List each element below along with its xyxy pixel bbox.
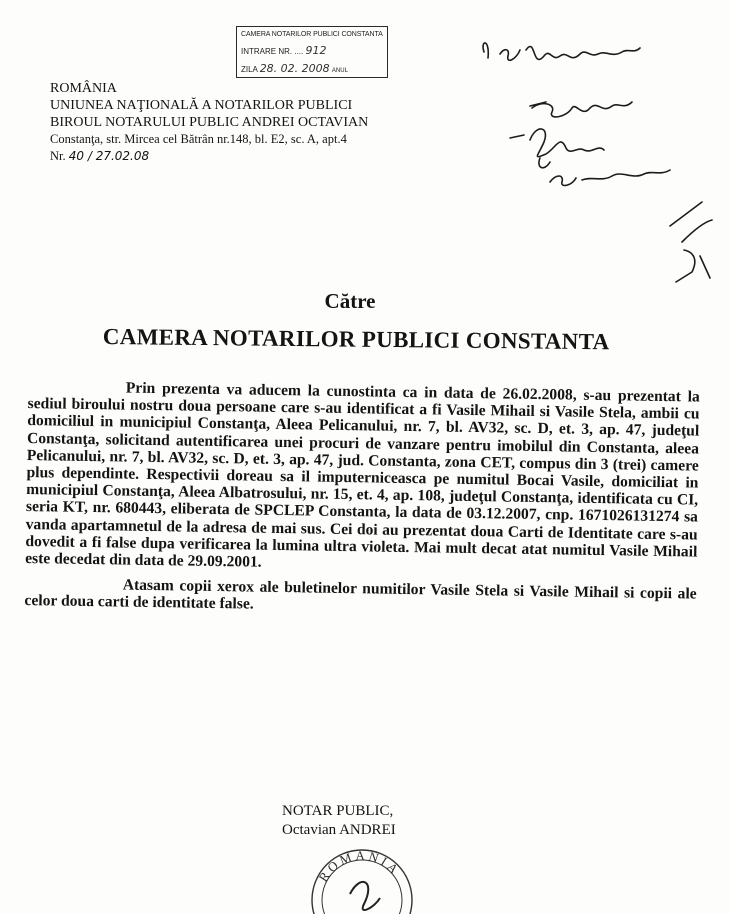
registration-stamp [236,26,388,78]
signature-title: NOTAR PUBLIC, [282,803,394,819]
letterhead-office: BIROUL NOTARULUI PUBLIC ANDREI OCTAVIAN [50,115,369,130]
recipient-name: CAMERA NOTARILOR PUBLICI CONSTANTA [102,324,610,355]
letterhead-union: UNIUNEA NAŢIONALĂ A NOTARILOR PUBLICI [50,98,353,113]
letterhead-registration-number [50,148,368,165]
signature-name: Octavian ANDREI [282,822,396,838]
letterhead-nr-value: 40 / 27.02.08 [68,149,150,163]
stamp-date-value: 28. 02. 2008 [259,62,330,75]
stamp-nr-value: 912 [305,44,327,57]
letterhead [50,80,368,165]
seal-text: ROMANIA [315,847,404,885]
letter-body [24,378,700,628]
notary-seal [300,834,430,914]
stamp-date-label: ZILA [241,65,258,74]
stamp-date-row [241,63,348,74]
stamp-header: CAMERA NOTARILOR PUBLICI CONSTANTA [241,31,383,38]
handwritten-resolution [470,30,720,290]
stamp-year-label: ANUL [331,68,348,74]
letterhead-nr-label: Nr. [50,149,66,163]
letter-paragraph-2: Atasam copii xerox ale buletinelor numitilor Vasile Stela si Vasile Mihail si copii ale celor doua carti de identitate false. [24,576,697,614]
stamp-entry-row: INTRARE NR. .... 912 [241,44,327,57]
svg-text:ROMANIA [315,848,403,884]
letterhead-address: Constanţa, str. Mircea cel Bătrân nr.148, bl. E2, sc. A, apt.4 [50,132,347,146]
letter-paragraph-1: Prin prezenta va aducem la cunostinta ca in data de 26.02.2008, s-au prezentat la sediul biroului nostru doua persoane care s-au identificat a fi Vasile Mihail si Vasile Stela, ambii cu domiciliul in municipiul Constanţa, Aleea Pelicanului, nr. 7, bl. AV32, sc. D, et. 3, ap. 47, judeţul Constanţa, solicitand autentificarea unei procuri de vanzare pentru imobilul din Constanta, aleea Pelicanului, nr. 7, bl. AV32, sc. D, et. 3, ap. 47, jud. Constanta, zona CET, compus din 3 (trei) camere plus dependinte. Respectivii doreau sa il imputerniceasca pe numitul Bocai Vasile, domiciliat in municipiul Constanţa, Aleea Albatrosului, nr. 15, et. 4, ap. 108, judeţul Constanţa, identificata cu CI, seria KT, nr. 680443, eliberata de SPCLEP Constanta, la data de 03.12.2007, cnp. 1671026131274 sa vanda apartamnetul de la adresa de mai sus. Cei doi au prezentat doua Carti de Identitate care s-au dovedit a fi false dupa verificarea la lumina ultra violeta. Mai mult decat atat numitul Vasile Mihail este decedat din data de 29.09.2001. [25,379,700,571]
recipient-prefix: Către [324,289,376,313]
stamp-nr-label: INTRARE NR. [241,47,293,56]
letterhead-country: ROMÂNIA [50,81,117,96]
